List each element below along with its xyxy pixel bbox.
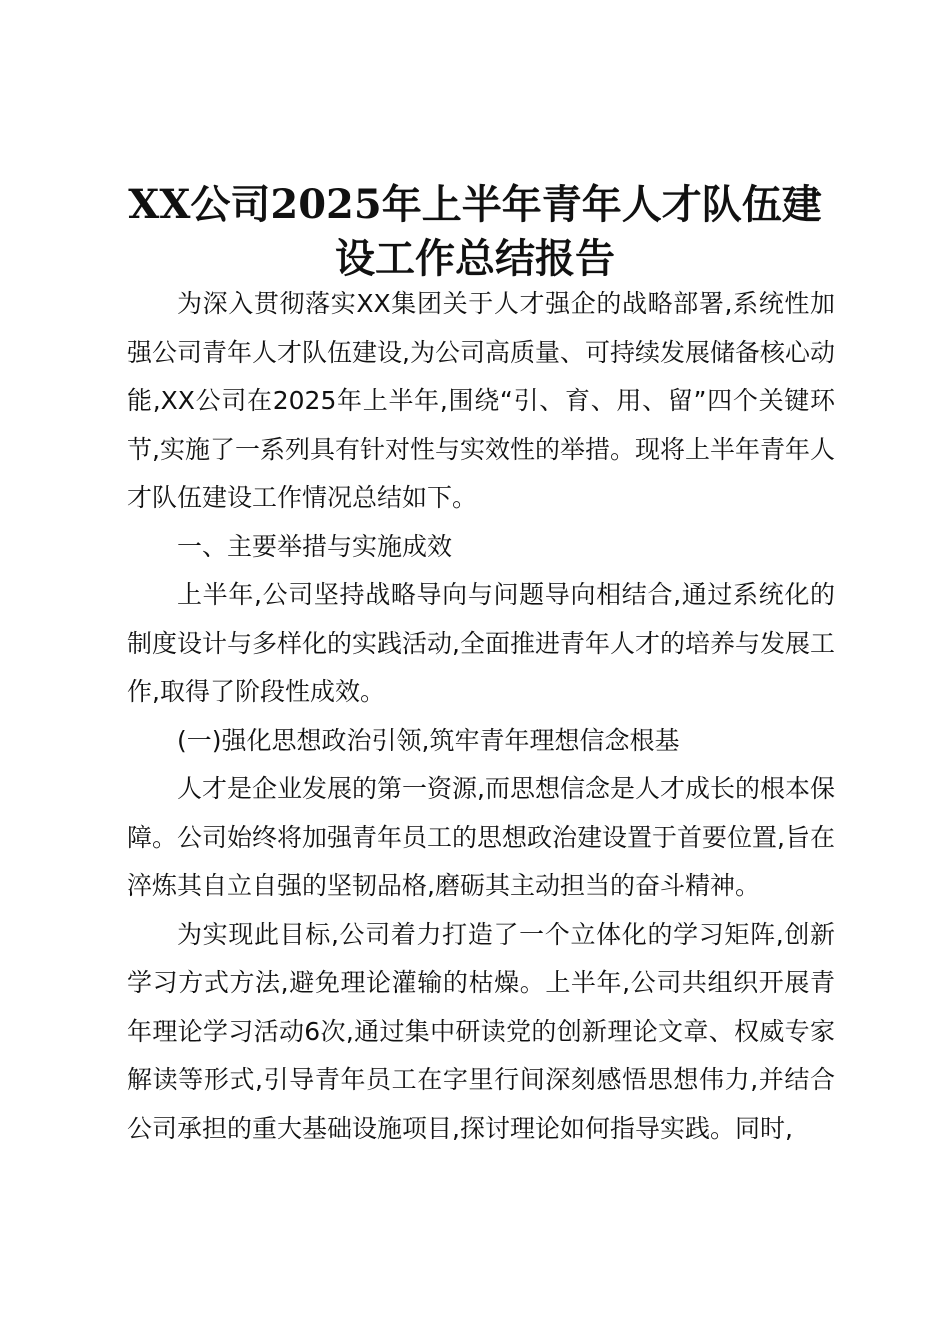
body-paragraph: 为实现此目标,公司着力打造了一个立体化的学习矩阵,创新学习方式方法,避免理论灌输的枯燥。上半年,公司共组织开展青年理论学习活动6次,通过集中研读党的创新理论文章、权威专家解读等形式,引导青年员工在字里行间深刻感悟思想伟力,并结合公司承担的重大基础设施项目,探讨理论如何指导实践。同时, <box>127 919 835 1143</box>
section-intro-paragraph: 上半年,公司坚持战略导向与问题导向相结合,通过系统化的制度设计与多样化的实践活动,全面推进青年人才的培养与发展工作,取得了阶段性成效。 <box>127 580 835 706</box>
document-title: XX公司2025年上半年青年人才队伍建设工作总结报告 <box>128 181 822 282</box>
subsection-heading: (一)强化思想政治引领,筑牢青年理想信念根基 <box>177 725 680 755</box>
document-body <box>127 280 835 1153</box>
intro-paragraph: 为深入贯彻落实XX集团关于人才强企的战略部署,系统性加强公司青年人才队伍建设,为公司高质量、可持续发展储备核心动能,XX公司在2025年上半年,围绕“引、育、用、留”四个关键环节,实施了一系列具有针对性与实效性的举措。现将上半年青年人才队伍建设工作情况总结如下。 <box>127 289 835 512</box>
section-heading: 一、主要举措与实施成效 <box>177 531 453 561</box>
body-paragraph: 人才是企业发展的第一资源,而思想信念是人才成长的根本保障。公司始终将加强青年员工的思想政治建设置于首要位置,旨在淬炼其自立自强的坚韧品格,磨砺其主动担当的奋斗精神。 <box>127 774 835 900</box>
